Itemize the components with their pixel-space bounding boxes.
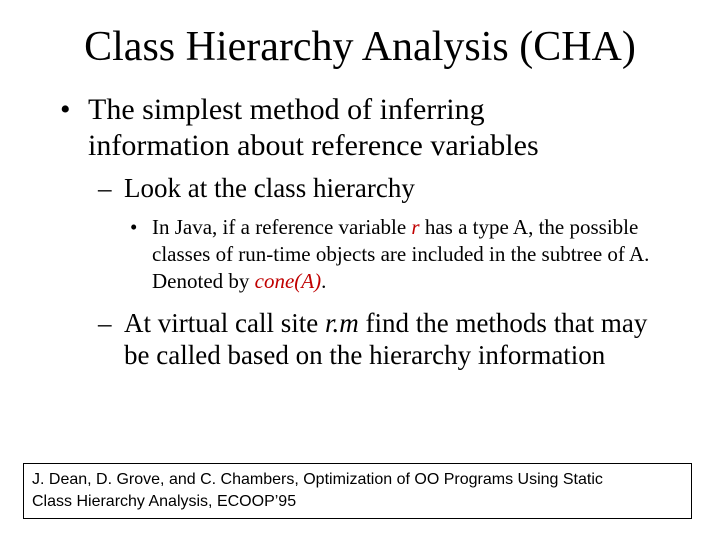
bullet-text-line2: information about reference variables	[88, 129, 539, 162]
cone-notation: cone(A)	[254, 269, 322, 293]
sub-bullet-text	[124, 307, 658, 371]
sub-bullet-text-part2: find the methods that may be called based on the hierarchy information	[124, 308, 648, 370]
bullet-text-line1: The simplest method of inferring	[88, 93, 485, 126]
detail-text-part3: .	[321, 269, 327, 293]
variable-r: r	[411, 215, 420, 239]
sub-bullet-class-hierarchy	[98, 172, 678, 204]
detail-bullet-java	[130, 214, 660, 295]
bullet-text	[88, 92, 700, 164]
sub-bullet-text: Look at the class hierarchy	[124, 173, 415, 203]
detail-text-part2: has a type A, the possible classes of run-time objects are included in the subtree of A. Denoted by	[152, 215, 650, 293]
bullet-simplest-method	[60, 92, 700, 164]
bullet-marker: •	[60, 93, 71, 126]
dash-marker: –	[98, 173, 112, 203]
sub-bullet-virtual-call	[98, 307, 658, 371]
dash-marker: –	[98, 308, 112, 338]
slide-title: Class Hierarchy Analysis (CHA)	[84, 24, 636, 70]
citation-line1: J. Dean, D. Grove, and C. Chambers, Optimization of OO Programs Using Static	[32, 471, 603, 488]
detail-text	[152, 214, 660, 295]
citation-box	[23, 463, 692, 519]
bullet-marker: •	[130, 215, 138, 239]
citation-line2: Class Hierarchy Analysis, ECOOP’95	[32, 493, 297, 510]
detail-text-part1: In Java, if a reference variable	[152, 215, 412, 239]
call-site-expression: r.m	[324, 308, 359, 338]
sub-bullet-text-part1: At virtual call site	[124, 308, 325, 338]
